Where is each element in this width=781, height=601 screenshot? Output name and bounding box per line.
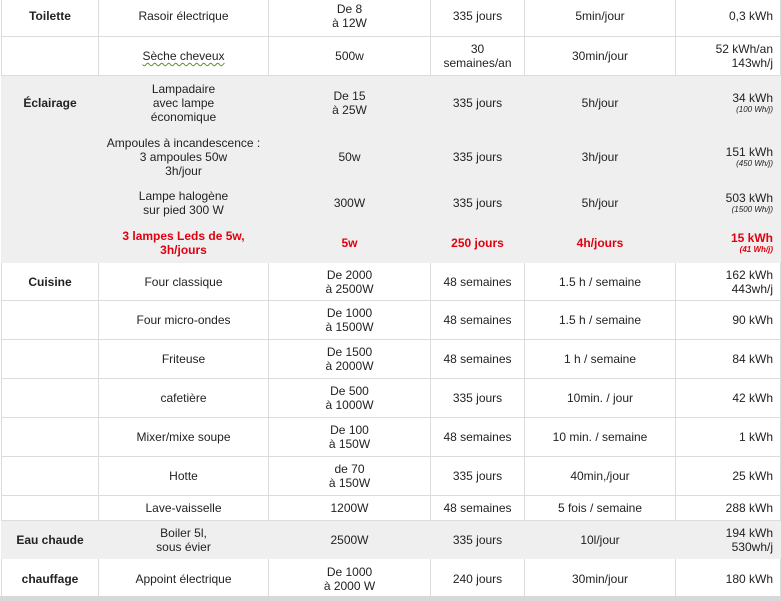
power-cell: 1200W <box>269 496 431 521</box>
table-row <box>2 184 781 223</box>
horizontal-scrollbar[interactable] <box>0 596 781 601</box>
days-cell: 48 semaines <box>431 263 525 301</box>
category-cell: Eau chaude <box>2 521 99 559</box>
days-cell: 335 jours <box>431 521 525 559</box>
table-row <box>2 418 781 457</box>
duration-cell: 1.5 h / semaine <box>525 301 676 340</box>
category-cell <box>2 131 99 184</box>
power-cell: 50w <box>269 131 431 184</box>
duration-cell: 10 min. / semaine <box>525 418 676 457</box>
duration-cell: 5min/jour <box>525 0 676 37</box>
duration-cell: 4h/jours <box>525 223 676 263</box>
power-cell: De 8 à 12W <box>269 0 431 37</box>
appliance-cell: Rasoir électrique <box>99 0 269 37</box>
category-cell: Éclairage <box>2 76 99 131</box>
table-row <box>2 301 781 340</box>
power-cell: De 1500 à 2000W <box>269 340 431 379</box>
days-cell: 48 semaines <box>431 418 525 457</box>
energy-cell: 34 kWh (100 Wh/j) <box>676 76 781 131</box>
duration-cell: 5 fois / semaine <box>525 496 676 521</box>
energy-cell: 42 kWh <box>676 379 781 418</box>
appliance-cell: Lampe halogène sur pied 300 W <box>99 184 269 223</box>
days-cell: 335 jours <box>431 0 525 37</box>
energy-cell: 25 kWh <box>676 457 781 496</box>
appliance-cell: 3 lampes Leds de 5w, 3h/jours <box>99 223 269 263</box>
energy-cell: 288 kWh <box>676 496 781 521</box>
days-cell: 250 jours <box>431 223 525 263</box>
days-cell: 335 jours <box>431 131 525 184</box>
duration-cell: 3h/jour <box>525 131 676 184</box>
appliance-cell: cafetière <box>99 379 269 418</box>
category-cell <box>2 301 99 340</box>
energy-cell: 52 kWh/an 143wh/j <box>676 37 781 76</box>
appliance-cell: Sèche cheveux <box>99 37 269 76</box>
power-cell: De 2000 à 2500W <box>269 263 431 301</box>
power-cell: De 1000 à 1500W <box>269 301 431 340</box>
table-row <box>2 76 781 131</box>
power-cell: 5w <box>269 223 431 263</box>
table-row <box>2 37 781 76</box>
duration-cell: 1.5 h / semaine <box>525 263 676 301</box>
power-cell: 2500W <box>269 521 431 559</box>
energy-cell: 15 kWh (41 Wh/j) <box>676 223 781 263</box>
power-cell: De 1000 à 2000 W <box>269 559 431 599</box>
table-row <box>2 340 781 379</box>
table-row <box>2 263 781 301</box>
days-cell: 30 semaines/an <box>431 37 525 76</box>
duration-cell: 30min/jour <box>525 559 676 599</box>
table-row <box>2 559 781 599</box>
appliance-cell: Lampadaire avec lampe économique <box>99 76 269 131</box>
days-cell: 48 semaines <box>431 496 525 521</box>
days-cell: 335 jours <box>431 76 525 131</box>
appliance-cell: Four classique <box>99 263 269 301</box>
category-cell <box>2 184 99 223</box>
appliance-cell: Appoint électrique <box>99 559 269 599</box>
category-cell: Toilette <box>2 0 99 37</box>
table-body <box>2 0 781 599</box>
table-row <box>2 496 781 521</box>
appliance-cell: Lave-vaisselle <box>99 496 269 521</box>
appliance-cell: Friteuse <box>99 340 269 379</box>
power-cell: de 70 à 150W <box>269 457 431 496</box>
duration-cell: 1 h / semaine <box>525 340 676 379</box>
consumption-table <box>1 0 781 599</box>
category-cell <box>2 418 99 457</box>
category-cell: chauffage <box>2 559 99 599</box>
category-cell <box>2 223 99 263</box>
days-cell: 48 semaines <box>431 340 525 379</box>
power-cell: De 100 à 150W <box>269 418 431 457</box>
energy-cell: 162 kWh 443wh/j <box>676 263 781 301</box>
energy-cell: 180 kWh <box>676 559 781 599</box>
days-cell: 240 jours <box>431 559 525 599</box>
days-cell: 335 jours <box>431 379 525 418</box>
energy-cell: 84 kWh <box>676 340 781 379</box>
power-cell: De 15 à 25W <box>269 76 431 131</box>
energy-cell: 1 kWh <box>676 418 781 457</box>
days-cell: 335 jours <box>431 457 525 496</box>
energy-cell: 90 kWh <box>676 301 781 340</box>
appliance-cell: Mixer/mixe soupe <box>99 418 269 457</box>
appliance-cell: Four micro-ondes <box>99 301 269 340</box>
duration-cell: 30min/jour <box>525 37 676 76</box>
duration-cell: 10min. / jour <box>525 379 676 418</box>
category-cell: Cuisine <box>2 263 99 301</box>
table-row <box>2 131 781 184</box>
duration-cell: 10l/jour <box>525 521 676 559</box>
category-cell <box>2 457 99 496</box>
duration-cell: 5h/jour <box>525 184 676 223</box>
category-cell <box>2 37 99 76</box>
energy-cell: 194 kWh 530wh/j <box>676 521 781 559</box>
energy-cell: 503 kWh (1500 Wh/j) <box>676 184 781 223</box>
appliance-cell: Hotte <box>99 457 269 496</box>
table-row <box>2 521 781 559</box>
days-cell: 48 semaines <box>431 301 525 340</box>
days-cell: 335 jours <box>431 184 525 223</box>
appliance-cell: Boiler 5l, sous évier <box>99 521 269 559</box>
table-row <box>2 0 781 37</box>
power-cell: 300W <box>269 184 431 223</box>
table-row <box>2 457 781 496</box>
category-cell <box>2 379 99 418</box>
category-cell <box>2 340 99 379</box>
table-row <box>2 223 781 263</box>
duration-cell: 5h/jour <box>525 76 676 131</box>
energy-cell: 0,3 kWh <box>676 0 781 37</box>
table-row <box>2 379 781 418</box>
category-cell <box>2 496 99 521</box>
power-cell: 500w <box>269 37 431 76</box>
duration-cell: 40min,/jour <box>525 457 676 496</box>
appliance-cell: Ampoules à incandescence : 3 ampoules 50w 3h/jour <box>99 131 269 184</box>
energy-cell: 151 kWh (450 Wh/j) <box>676 131 781 184</box>
power-cell: De 500 à 1000W <box>269 379 431 418</box>
